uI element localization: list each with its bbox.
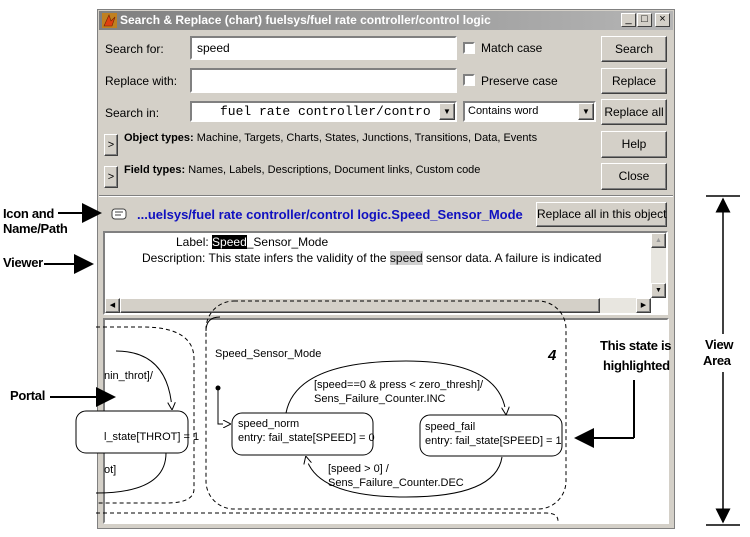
search-button[interactable]: Search bbox=[601, 36, 667, 62]
minimize-button[interactable]: _ bbox=[621, 13, 636, 27]
search-for-label: Search for: bbox=[105, 42, 164, 56]
replace-all-in-object-button[interactable]: Replace all in this object bbox=[536, 202, 667, 227]
result-path-link[interactable]: ...uelsys/fuel rate controller/control logic.Speed_Sensor_Mode bbox=[137, 207, 523, 222]
transition-bottom-label-2: Sens_Failure_Counter.DEC bbox=[328, 477, 464, 489]
preserve-case-label: Preserve case bbox=[481, 74, 558, 88]
annotation-icon-name-2: Name/Path bbox=[3, 221, 68, 236]
speed-norm-entry: entry: fail_state[SPEED] = 0 bbox=[238, 432, 375, 444]
close-button[interactable]: Close bbox=[601, 163, 667, 190]
speed-fail-name: speed_fail bbox=[425, 421, 476, 433]
transition-top-label-1: [speed==0 & press < zero_thresh]/ bbox=[314, 379, 484, 391]
annotation-viewer: Viewer bbox=[3, 255, 43, 270]
field-types-expand-button[interactable]: > bbox=[104, 166, 118, 188]
left-text-1: nin_throt]/ bbox=[104, 370, 153, 382]
help-button[interactable]: Help bbox=[601, 131, 667, 158]
search-input[interactable]: speed bbox=[190, 36, 457, 60]
object-types-expand-button[interactable]: > bbox=[104, 134, 118, 156]
order-number: 4 bbox=[548, 347, 557, 364]
close-window-button[interactable]: × bbox=[655, 13, 670, 27]
annotation-highlight-2: highlighted bbox=[603, 358, 670, 373]
viewer-label-key: Label: bbox=[176, 235, 209, 249]
object-types-value: Machine, Targets, Charts, States, Junctions, Transitions, Data, Events bbox=[196, 132, 538, 144]
annotation-highlight-1: This state is bbox=[600, 338, 672, 353]
transition-bottom-label-1: [speed > 0] / bbox=[328, 463, 389, 475]
viewer-label-match: Speed bbox=[212, 235, 247, 249]
field-types-label: Field types: bbox=[124, 164, 186, 176]
viewer-label-rest: _Sensor_Mode bbox=[246, 235, 329, 249]
match-case-label: Match case bbox=[481, 41, 543, 55]
match-type-dropdown-arrow[interactable]: ▼ bbox=[578, 103, 594, 120]
field-types-value: Names, Labels, Descriptions, Document links, Custom code bbox=[188, 164, 481, 176]
scroll-down-icon[interactable]: ▼ bbox=[651, 283, 666, 298]
search-in-value: fuel rate controller/contro bbox=[220, 104, 431, 119]
maximize-button[interactable]: □ bbox=[637, 13, 652, 27]
annotation-view-area-2: Area bbox=[703, 353, 731, 368]
left-text-3: ot] bbox=[104, 464, 117, 476]
replace-all-button[interactable]: Replace all bbox=[601, 99, 667, 125]
scroll-left-icon[interactable]: ◀ bbox=[105, 298, 120, 313]
speed-fail-entry: entry: fail_state[SPEED] = 1 bbox=[425, 435, 562, 447]
viewer-description-before: This state infers the validity of the bbox=[208, 251, 387, 265]
replace-button[interactable]: Replace bbox=[601, 68, 667, 94]
viewer-description-match: speed bbox=[389, 251, 423, 265]
annotation-view-area-1: View bbox=[705, 337, 734, 352]
window-title: Search & Replace (chart) fuelsys/fuel rate controller/control logic bbox=[120, 13, 491, 27]
scroll-right-icon[interactable]: ▶ bbox=[636, 298, 651, 313]
replace-with-label: Replace with: bbox=[105, 74, 178, 88]
transition-top-label-2: Sens_Failure_Counter.INC bbox=[314, 393, 446, 405]
search-in-label: Search in: bbox=[105, 106, 160, 120]
annotation-icon-name-1: Icon and bbox=[3, 206, 55, 221]
object-types-label: Object types: bbox=[124, 132, 194, 144]
search-in-dropdown-arrow[interactable]: ▼ bbox=[439, 103, 455, 120]
left-text-2: l_state[THROT] = 1 bbox=[104, 431, 200, 443]
match-type-value: Contains word bbox=[468, 105, 539, 117]
viewer-description-after: sensor data. A failure is indicated bbox=[425, 251, 602, 265]
annotation-portal: Portal bbox=[10, 388, 46, 403]
scroll-up-icon[interactable]: ▲ bbox=[651, 233, 666, 248]
speed-norm-name: speed_norm bbox=[238, 418, 300, 430]
viewer-description-key: Description: bbox=[142, 251, 206, 265]
state-group-title: Speed_Sensor_Mode bbox=[215, 348, 322, 360]
